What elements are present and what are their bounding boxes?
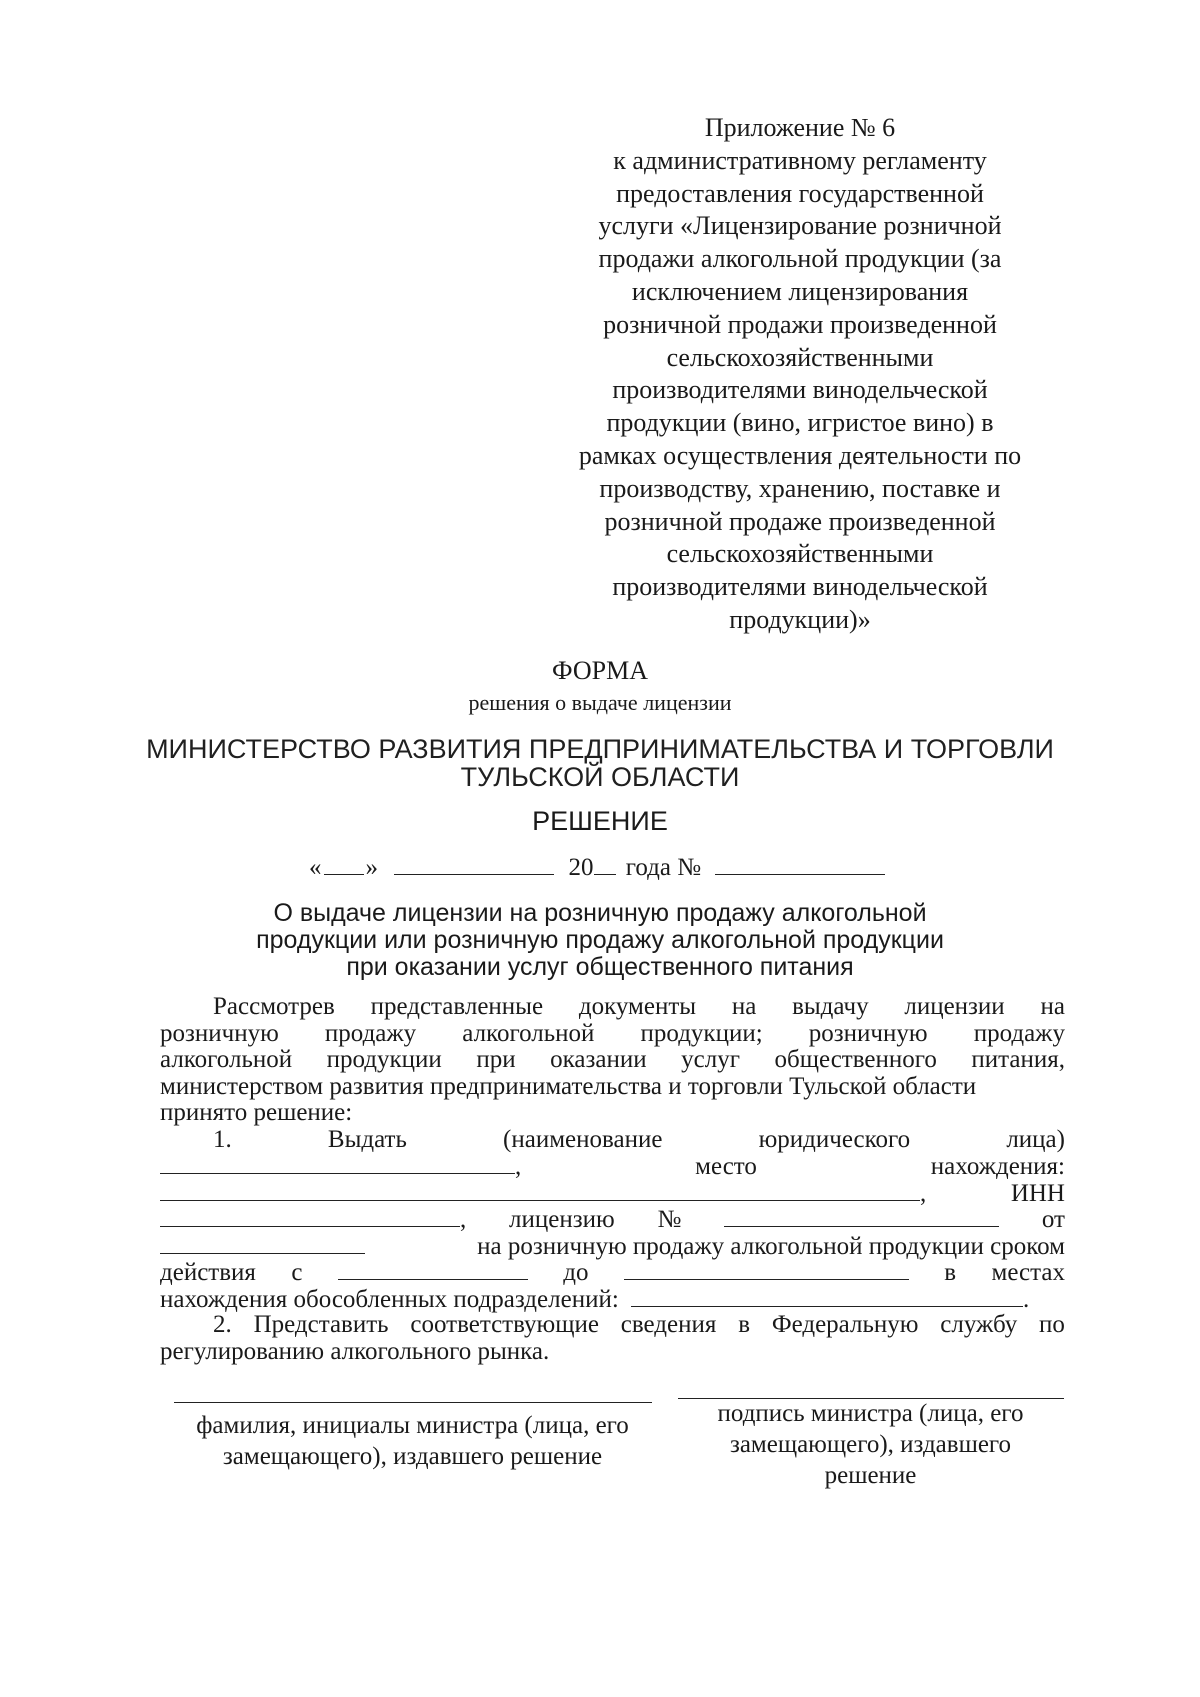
from-word: от: [1041, 1206, 1065, 1233]
word: продажу: [324, 1019, 417, 1047]
appendix-line: продукции)»: [729, 604, 871, 634]
appendix-line: продукции (вино, игристое вино) в: [606, 408, 994, 438]
license-purpose-text: на розничную продажу алкогольной продукции сроком: [477, 1232, 1065, 1260]
appendix-line: рамках осуществления деятельности по: [578, 440, 1022, 470]
date-line: [309, 852, 887, 882]
name-caption-line-1: фамилия, инициалы министра (лица, его: [196, 1412, 629, 1439]
word: продукции;: [640, 1019, 763, 1047]
legal-entity-name-blank: [160, 1153, 515, 1174]
license-date-blank: [160, 1233, 365, 1254]
word: оказании: [550, 1046, 647, 1073]
year-blank: [594, 852, 616, 875]
word: в: [738, 1311, 751, 1338]
subdivisions-blank: [631, 1286, 1023, 1307]
appendix-line: исключением лицензирования: [631, 276, 969, 306]
word: юридического: [758, 1125, 911, 1153]
appendix-line: продажи алкогольной продукции (за: [598, 244, 1002, 274]
paragraph-1-line-2: [160, 1153, 1065, 1180]
close-quote: »: [365, 854, 378, 881]
word: алкогольной: [160, 1046, 293, 1073]
ministry-line-2: ТУЛЬСКОЙ ОБЛАСТИ: [460, 762, 740, 792]
number-sign: №: [657, 1206, 682, 1233]
paragraph-1-line-1: [160, 1127, 1065, 1154]
name-caption-line-2: замещающего), издавшего решение: [222, 1443, 603, 1470]
name-signature-line: [174, 1402, 652, 1403]
word: соответствующие: [410, 1311, 599, 1338]
intro-line-5: принято решение:: [160, 1099, 353, 1126]
validity-word: действия: [160, 1259, 256, 1286]
name-caption: [160, 1410, 665, 1472]
valid-from-blank: [338, 1259, 528, 1280]
day-blank: [324, 852, 364, 875]
appendix-line: производителями винодельческой: [612, 572, 988, 602]
word: 1.: [213, 1125, 232, 1153]
signature-caption-line-1: подпись министра (лица, его: [717, 1400, 1024, 1427]
license-word: лицензию: [509, 1206, 615, 1233]
places-word: местах: [991, 1259, 1065, 1286]
decision-title: РЕШЕНИЕ: [532, 806, 668, 836]
appendix-line: к административному регламенту: [613, 145, 987, 175]
valid-until-blank: [624, 1259, 909, 1280]
word: представленные: [370, 993, 544, 1020]
paragraph-2-line-2: регулированию алкогольного рынка.: [160, 1337, 550, 1365]
word: документы: [578, 993, 697, 1020]
appendix-line: производству, хранению, поставке и: [599, 473, 1001, 503]
word: 2.: [213, 1311, 232, 1338]
word: алкогольной: [462, 1019, 595, 1047]
word: розничную: [160, 1019, 279, 1047]
subdivisions-label: нахождения обособленных подразделений:: [160, 1285, 619, 1313]
appendix-line: сельскохозяйственными: [666, 342, 934, 372]
location-blank: [160, 1180, 920, 1201]
word: сведения: [620, 1311, 717, 1338]
subject-line-2: продукции или розничную продажу алкогольной продукции: [256, 926, 944, 954]
appendix-line: производителями винодельческой: [612, 375, 988, 405]
location-word: место: [695, 1153, 757, 1180]
appendix-header: [560, 112, 1040, 637]
paragraph-1-line-5: [160, 1233, 1065, 1260]
comma: ,: [460, 1206, 467, 1233]
signature-caption-line-3: решение: [824, 1462, 917, 1489]
open-quote: «: [309, 854, 322, 881]
word: на: [1040, 993, 1065, 1020]
subject-line-1: О выдаче лицензии на розничную продажу алкогольной: [273, 899, 927, 927]
word: Федеральную: [771, 1311, 919, 1338]
word: лица): [1006, 1125, 1065, 1153]
word: Представить: [253, 1311, 389, 1338]
word: лицензии: [904, 993, 1005, 1020]
ministry-line-1: МИНИСТЕРСТВО РАЗВИТИЯ ПРЕДПРИНИМАТЕЛЬСТВА И ТОРГОВЛИ: [146, 734, 1054, 764]
word: розничную: [808, 1019, 928, 1047]
ministry-name: [0, 735, 1200, 791]
comma: ,: [515, 1153, 522, 1180]
period: .: [1023, 1285, 1030, 1313]
word: Рассмотрев: [213, 993, 335, 1020]
paragraph-1-line-4: [160, 1206, 1065, 1233]
word: услуг: [681, 1046, 740, 1073]
inn-blank: [160, 1206, 460, 1227]
paragraph-1-line-6: [160, 1259, 1065, 1286]
signature-caption-line-2: замещающего), издавшего: [729, 1431, 1012, 1458]
appendix-line: сельскохозяйственными: [666, 539, 934, 569]
intro-line-4: министерством развития предпринимательства и торговли Тульской области: [160, 1072, 977, 1100]
word: (наименование: [503, 1125, 663, 1153]
decision-subject: [0, 900, 1200, 981]
paragraph-2-line-1: [160, 1312, 1065, 1339]
signature-caption: [668, 1398, 1073, 1491]
intro-line-2: [160, 1021, 1065, 1048]
appendix-line: розничной продаже произведенной: [604, 506, 996, 536]
license-number-blank: [724, 1206, 999, 1227]
paragraph-1-line-7: [160, 1286, 1065, 1313]
subject-line-3: при оказании услуг общественного питания: [346, 953, 854, 981]
intro-line-1: [160, 994, 1065, 1021]
word: службу: [940, 1311, 1018, 1338]
until-word: до: [563, 1259, 589, 1286]
word: Выдать: [327, 1125, 407, 1153]
form-subtitle: решения о выдаче лицензии: [468, 690, 732, 715]
word: продукции: [326, 1046, 442, 1073]
word: при: [476, 1046, 516, 1073]
intro-line-3: [160, 1047, 1065, 1074]
appendix-line: розничной продажи произведенной: [603, 309, 997, 339]
word: по: [1039, 1311, 1065, 1338]
appendix-line: предоставления государственной: [616, 178, 984, 208]
decision-body: [160, 994, 1065, 1365]
inn-label: ИНН: [1010, 1179, 1065, 1207]
form-title: ФОРМА: [552, 656, 648, 685]
month-blank: [394, 852, 554, 875]
year-word: года №: [625, 854, 702, 881]
word: общественного: [774, 1046, 937, 1073]
year-prefix: 20: [568, 854, 594, 881]
word: на: [731, 993, 757, 1020]
word: выдачу: [792, 993, 869, 1020]
appendix-line: услуги «Лицензирование розничной: [598, 211, 1002, 241]
comma: ,: [920, 1179, 927, 1207]
from-letter: с: [291, 1259, 303, 1286]
paragraph-1-line-3: [160, 1180, 1065, 1207]
number-blank: [715, 852, 885, 875]
appendix-line: Приложение № 6: [704, 113, 896, 142]
word: продажу: [973, 1019, 1065, 1047]
in-word: в: [944, 1259, 957, 1286]
location-label: нахождения:: [930, 1153, 1065, 1180]
word: питания,: [971, 1046, 1065, 1073]
